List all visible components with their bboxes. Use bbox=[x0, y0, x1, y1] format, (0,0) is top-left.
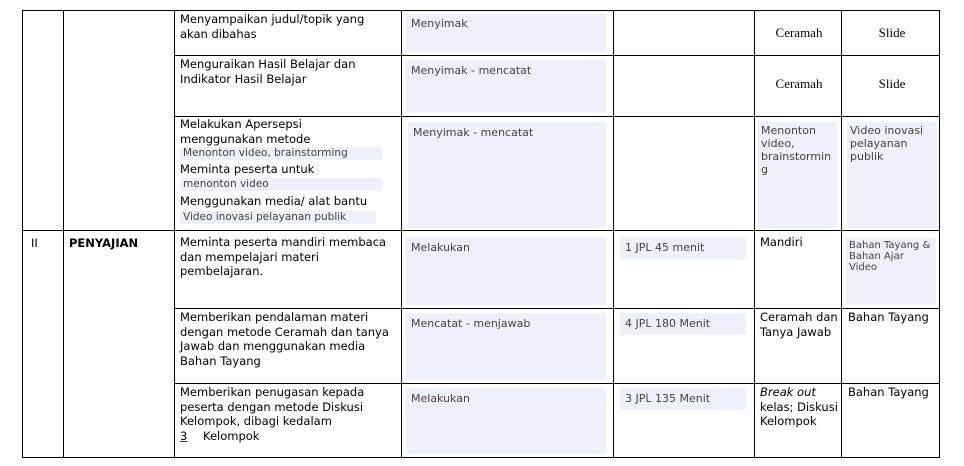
method-text: Ceramah dan Tanya Jawab bbox=[760, 310, 838, 339]
media-text: Slide bbox=[878, 25, 906, 40]
media-field[interactable]: Bahan Tayang & Bahan Ajar Video bbox=[846, 238, 936, 304]
col-divider bbox=[754, 11, 755, 457]
col-divider bbox=[401, 11, 402, 457]
col-divider bbox=[613, 11, 614, 457]
col-divider bbox=[63, 11, 64, 457]
col-divider bbox=[841, 11, 842, 457]
media-field[interactable]: Video inovasi pelayanan publik bbox=[180, 211, 376, 224]
method-italic: Break out bbox=[760, 385, 816, 399]
method-text: Ceramah bbox=[775, 76, 823, 91]
participant-activity-field[interactable]: Menyimak bbox=[406, 13, 606, 52]
activity-text-tail: Kelompok bbox=[199, 428, 260, 443]
media-text: Bahan Tayang bbox=[848, 310, 929, 324]
phase-number: II bbox=[31, 236, 38, 250]
participant-activity-field[interactable]: Menyimak - mencatat bbox=[406, 60, 606, 112]
activity-text: Menguraikan Hasil Belajar dan Indikator Hasil Belajar bbox=[180, 57, 356, 86]
col-divider bbox=[174, 11, 175, 457]
duration-field[interactable]: 1 JPL 45 menit bbox=[620, 237, 746, 259]
method-field[interactable]: Menonton video, brainstorming bbox=[180, 147, 382, 160]
activity-line: Meminta peserta untuk bbox=[180, 162, 315, 176]
row-divider bbox=[23, 230, 939, 231]
method-field[interactable]: menonton video bbox=[180, 178, 382, 191]
activity-text: Menyampaikan judul/topik yang akan dibahas bbox=[180, 12, 365, 41]
method-text: Mandiri bbox=[760, 235, 803, 249]
duration-field[interactable]: 3 JPL 135 Menit bbox=[620, 388, 746, 410]
activity-text: Memberikan pendalaman materi dengan metode Ceramah dan tanya Jawab dan menggunakan media Bahan Tayang bbox=[180, 310, 389, 368]
activity-line: menggunakan metode bbox=[180, 131, 311, 146]
duration-field[interactable]: 4 JPL 180 Menit bbox=[620, 313, 746, 335]
activity-text-body: Memberikan penugasan kepada peserta dengan metode Diskusi Kelompok, dibagi kedalam bbox=[180, 385, 365, 428]
row-divider bbox=[174, 55, 939, 56]
participant-activity-field[interactable]: Menyimak - mencatat bbox=[408, 122, 606, 228]
media-text: Slide bbox=[878, 76, 906, 91]
group-count-underline bbox=[187, 429, 199, 443]
participant-activity-field[interactable]: Melakukan bbox=[406, 237, 606, 305]
method-text bbox=[760, 385, 840, 429]
method-field[interactable]: Menonton video, brainstormin g bbox=[758, 122, 837, 228]
media-field[interactable]: Video inovasi pelayanan publik bbox=[847, 122, 937, 228]
media-text: Bahan Tayang bbox=[848, 385, 929, 399]
activity-line: Melakukan Apersepsi bbox=[180, 117, 302, 131]
row-divider bbox=[174, 308, 939, 309]
activity-block bbox=[180, 117, 395, 226]
participant-activity-field[interactable]: Melakukan bbox=[406, 388, 606, 454]
activity-text bbox=[180, 385, 395, 443]
activity-line: Menggunakan media/ alat bantu bbox=[180, 193, 368, 208]
phase-title: PENYAJIAN bbox=[69, 236, 139, 250]
session-table bbox=[22, 10, 940, 458]
row-divider bbox=[174, 383, 939, 384]
participant-activity-field[interactable]: Mencatat - menjawab bbox=[406, 313, 606, 380]
method-rest: kelas; Diskusi Kelompok bbox=[760, 399, 838, 428]
activity-text: Meminta peserta mandiri membaca dan mempelajari materi pembelajaran. bbox=[180, 235, 387, 278]
method-text: Ceramah bbox=[775, 25, 823, 40]
group-count-field[interactable]: 3 bbox=[180, 428, 188, 443]
